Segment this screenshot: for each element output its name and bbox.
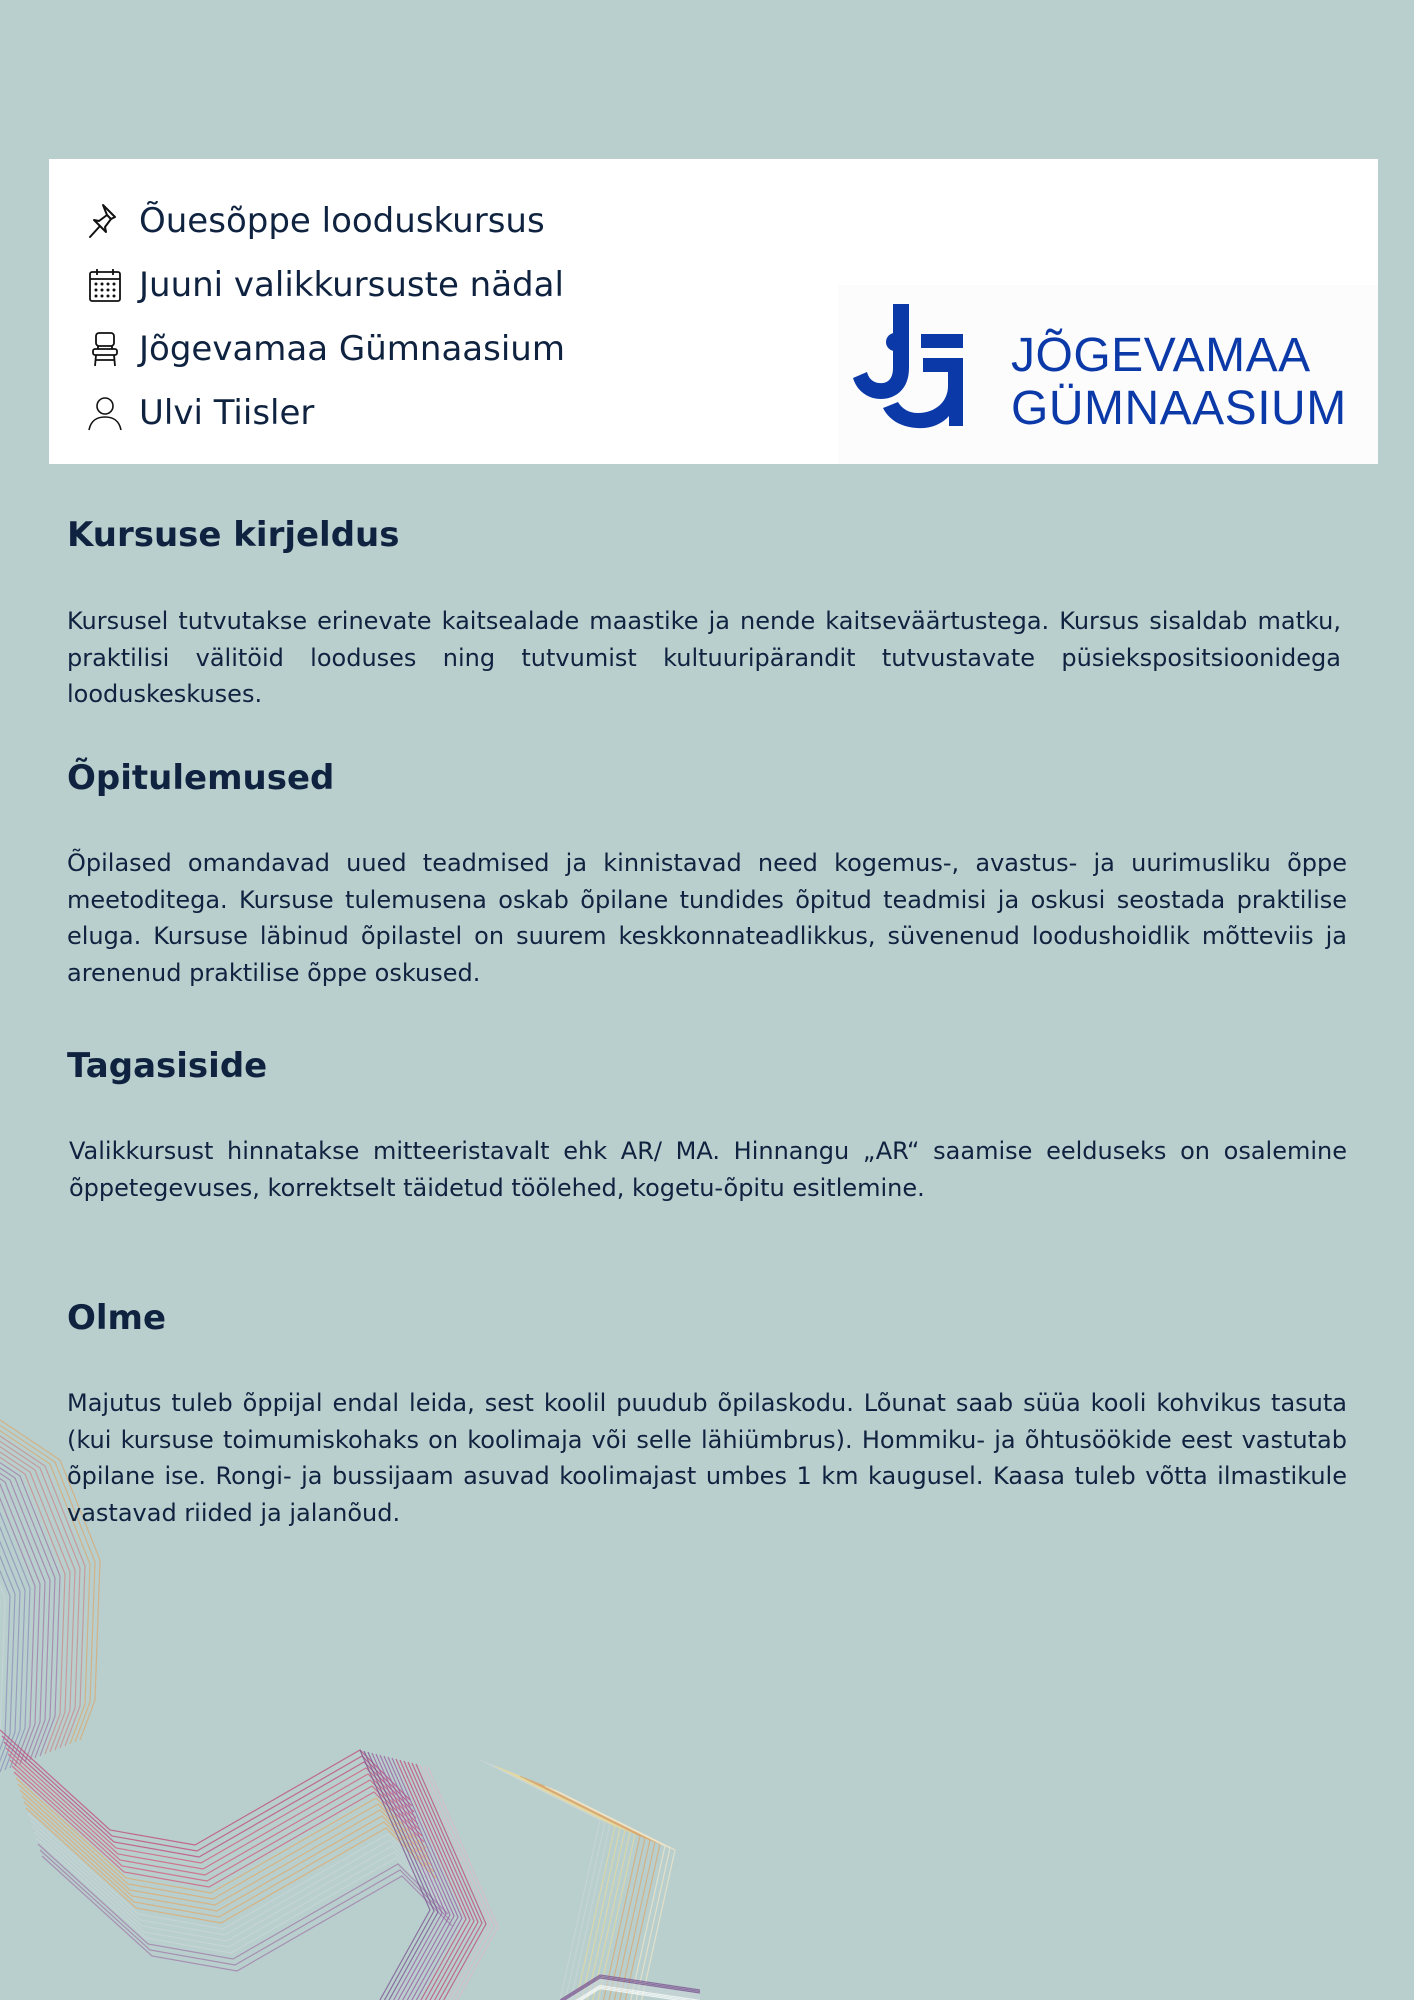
person-icon [83, 391, 127, 435]
section-title-description: Kursuse kirjeldus [67, 515, 400, 555]
pushpin-icon [83, 199, 127, 243]
calendar-icon [83, 263, 127, 307]
section-body-outcomes: Õpilased omandavad uued teadmised ja kinnistavad need kogemus-, avastus- ja uurimusliku õppe meetoditega. Kursuse tulemusena oskab õpilane tundides õpitud teadmisi ja oskusi seostada praktilise eluga. Kursuse läbinud õpilastel on suurem keskkonnateadlikkus, süvenenud loodushoidlik mõtteviis ja arenenud praktilise õppe oskused. [67, 849, 1347, 987]
school-logo [838, 285, 1378, 464]
section-body-description: Kursusel tutvutakse erinevate kaitsealade maastike ja nende kaitseväärtustega. Kursus sisaldab matku, praktilisi välitöid looduses ning tutvumist kultuuripärandit tutvustavate püsiekspositsioonidega looduskeskuses. [67, 607, 1341, 708]
course-date-row [83, 253, 565, 317]
course-name: Õuesõppe looduskursus [139, 201, 545, 241]
course-name-row [83, 189, 565, 253]
section-body-feedback: Valikkursust hinnatakse mitteeristavalt ehk AR/ MA. Hinnangu „AR“ saamise eelduseks on osalemine õppetegevuses, korrektselt täidetud töölehed, kogetu-õpitu esitlemine. [69, 1137, 1347, 1202]
course-info-list [83, 189, 565, 445]
course-location-row [83, 317, 565, 381]
course-date: Juuni valikkursuste nädal [139, 265, 564, 305]
course-location: Jõgevamaa Gümnaasium [139, 329, 565, 369]
logo-line-2: GÜMNAASIUM [1011, 382, 1347, 435]
course-teacher-row [83, 381, 565, 445]
school-logo-mark [853, 298, 978, 430]
chair-icon [83, 327, 127, 371]
logo-line-1: JÕGEVAMAA [1011, 329, 1311, 382]
section-title-living: Olme [67, 1298, 167, 1338]
section-body-living: Majutus tuleb õppijal endal leida, sest koolil puudub õpilaskodu. Lõunat saab süüa kooli kohvikus tasuta (kui kursuse toimumiskohaks on koolimaja või selle lähiümbrus). Hommiku- ja õhtusöökide eest vastutab õpilane ise. Rongi- ja bussijaam asuvad koolimajast umbes 1 km kaugusel. Kaasa tuleb võtta ilmastikule vastavad riided ja jalanõud. [67, 1389, 1347, 1527]
course-info-card [49, 159, 1378, 464]
section-title-feedback: Tagasiside [67, 1046, 268, 1086]
course-teacher: Ulvi Tiisler [139, 393, 315, 433]
school-logo-text [1011, 329, 1347, 435]
section-title-outcomes: Õpitulemused [67, 758, 335, 798]
